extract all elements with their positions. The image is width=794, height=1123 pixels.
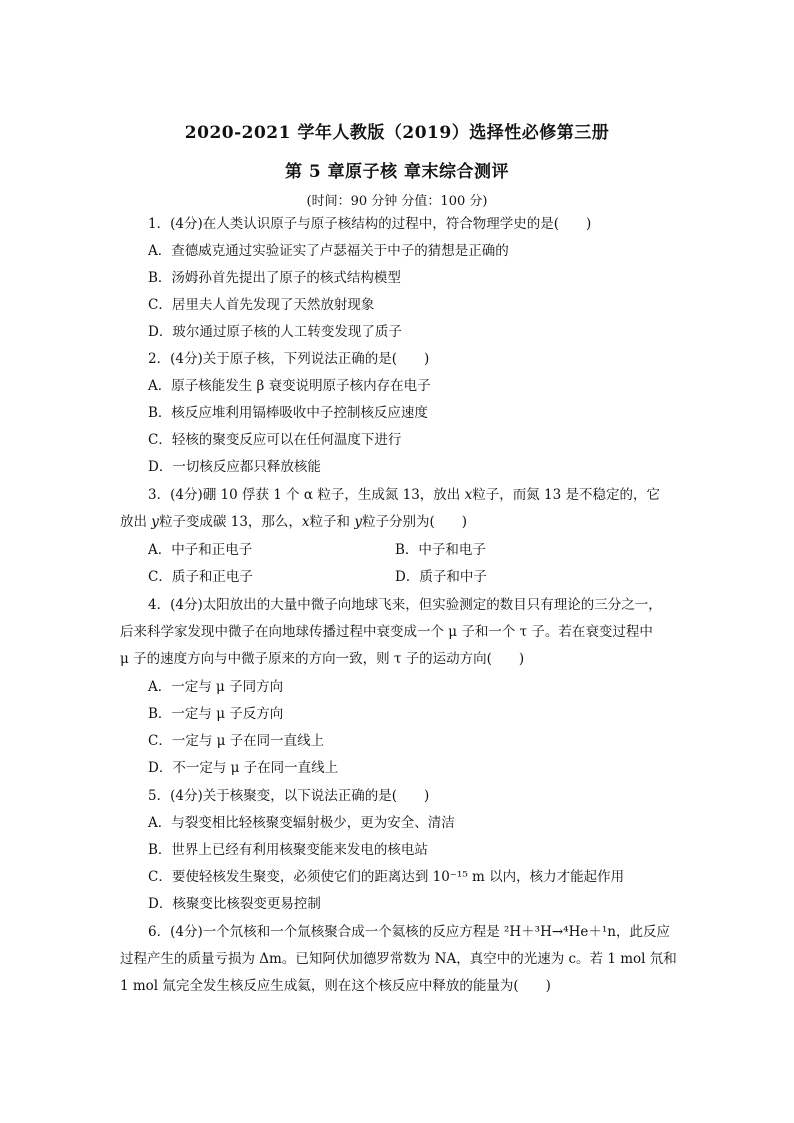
question-2-option-d: D．一切核反应都只释放核能: [148, 459, 321, 475]
question-5-stem: 5．(4分)关于核聚变，以下说法正确的是( ): [148, 788, 430, 804]
q3-var-x: x: [464, 487, 473, 503]
question-4-option-d: D．不一定与 μ 子在同一直线上: [148, 760, 339, 776]
question-5-option-c: C．要使轻核发生聚变，必须使它们的距离达到 10⁻¹⁵ m 以内，核力才能起作用: [148, 869, 625, 885]
question-4-stem-line-3: μ 子的速度方向与中微子原来的方向一致，则 τ 子的运动方向( ): [120, 651, 525, 667]
question-5-option-a: A．与裂变相比轻核聚变辐射极少，更为安全、清洁: [148, 815, 455, 831]
question-1-stem: 1．(4分)在人类认识原子与原子核结构的过程中，符合物理学史的是( ): [148, 216, 592, 232]
question-1-option-d: D．玻尔通过原子核的人工转变发现了质子: [148, 324, 402, 340]
q3-var-y-2: y: [354, 514, 362, 530]
question-1-option-c: C．居里夫人首先发现了天然放射现象: [148, 297, 375, 313]
question-5-option-d: D．核聚变比核裂变更易控制: [148, 896, 321, 912]
q3-var-y: y: [151, 514, 159, 530]
question-3-option-c: C．质子和正电子: [148, 569, 253, 585]
question-4-option-c: C．一定与 μ 子在同一直线上: [148, 733, 325, 749]
question-6-stem-line-2: 过程产生的质量亏损为 Δm。已知阿伏加德罗常数为 NA，真空中的光速为 c。若 1 mol 氘和: [120, 951, 677, 967]
question-3-stem-line-1: [148, 485, 660, 505]
question-2-option-b: B．核反应堆利用镉棒吸收中子控制核反应速度: [148, 405, 428, 421]
q3-text-2: 粒子，而氮 13 是不稳定的，它: [472, 487, 660, 503]
exam-meta: (时间：90 分钟 分值：100 分): [306, 194, 488, 209]
question-5-option-b: B．世界上已经有利用核聚变能来发电的核电站: [148, 842, 428, 858]
question-3-option-d: D．质子和中子: [395, 569, 487, 585]
q3-text-6: 粒子分别为( ): [361, 514, 468, 530]
question-3-stem-line-2: [120, 512, 467, 532]
q3-text-4: 粒子变成碳 13，那么，: [158, 514, 302, 530]
question-2-stem: 2．(4分)关于原子核，下列说法正确的是( ): [148, 351, 430, 367]
document-title: 2020-2021 学年人教版（2019）选择性必修第三册: [184, 123, 610, 143]
question-4-stem-line-1: 4．(4分)太阳放出的大量中微子向地球飞来，但实验测定的数目只有理论的三分之一，: [148, 597, 662, 613]
q3-var-x-2: x: [301, 514, 310, 530]
question-2-option-c: C．轻核的聚变反应可以在任何温度下进行: [148, 432, 402, 448]
question-4-stem-line-2: 后来科学家发现中微子在向地球传播过程中衰变成一个 μ 子和一个 τ 子。若在衰变过程中: [120, 624, 653, 640]
question-2-option-a: A．原子核能发生 β 衰变说明原子核内存在电子: [148, 378, 431, 394]
question-6-stem-line-1: 6．(4分)一个氘核和一个氚核聚合成一个氦核的反应方程是 ²H＋³H→⁴He＋¹n，此反应: [148, 924, 670, 940]
question-1-option-b: B．汤姆孙首先提出了原子的核式结构模型: [148, 270, 401, 286]
question-4-option-b: B．一定与 μ 子反方向: [148, 706, 284, 722]
question-6-stem-line-3: 1 mol 氚完全发生核反应生成氦，则在这个核反应中释放的能量为( ): [120, 978, 551, 994]
chapter-title: 第 5 章原子核 章末综合测评: [284, 162, 510, 182]
question-4-option-a: A．一定与 μ 子同方向: [148, 679, 284, 695]
q3-text-1: 3．(4分)硼 10 俘获 1 个 α 粒子，生成氮 13，放出: [148, 487, 465, 503]
question-1-option-a: A．查德威克通过实验证实了卢瑟福关于中子的猜想是正确的: [148, 243, 509, 259]
question-3-option-b: B．中子和电子: [395, 542, 486, 558]
q3-text-5: 粒子和: [309, 514, 355, 530]
question-3-option-a: A．中子和正电子: [148, 542, 253, 558]
q3-text-3: 放出: [120, 514, 152, 530]
